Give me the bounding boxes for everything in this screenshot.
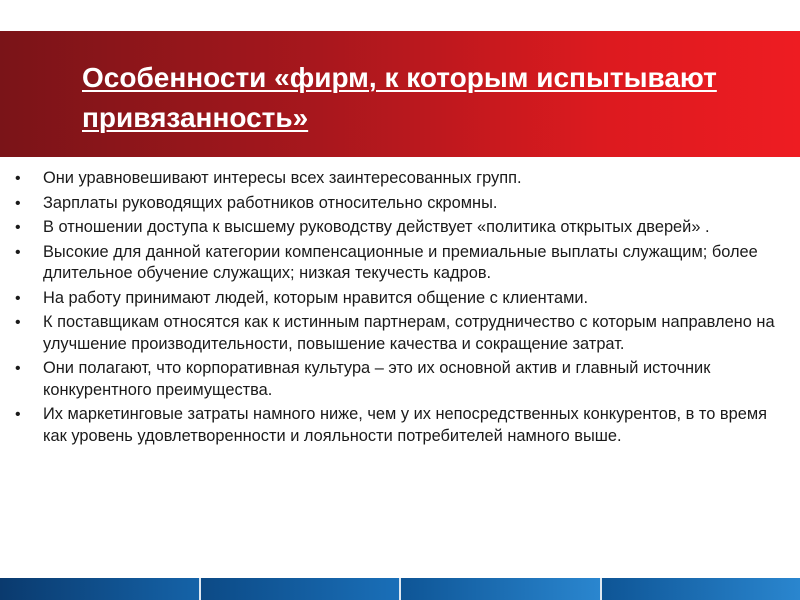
bullet-text: Они уравновешивают интересы всех заинтересованных групп. bbox=[43, 169, 522, 187]
bullet-item bbox=[14, 168, 784, 190]
bullet-dot: • bbox=[15, 243, 21, 261]
footer-segment bbox=[201, 578, 400, 600]
bullet-text: Их маркетинговые затраты намного ниже, чем у их непосредственных конкурентов, в то время как уровень удовлетворенности и лояльности потребителей намного выше. bbox=[43, 405, 767, 445]
footer-segment bbox=[0, 578, 199, 600]
bullet-dot: • bbox=[15, 289, 21, 307]
bullet-dot: • bbox=[15, 194, 21, 212]
footer-bar bbox=[0, 578, 800, 600]
bullet-text: Они полагают, что корпоративная культура – это их основной актив и главный источник конкурентного преимущества. bbox=[43, 359, 711, 399]
bullet-dot: • bbox=[15, 219, 21, 236]
bullet-dot: • bbox=[15, 406, 21, 423]
bullet-item bbox=[14, 288, 784, 310]
bullet-text: Зарплаты руководящих работников относительно скромны. bbox=[43, 193, 498, 212]
bullet-dot: • bbox=[15, 314, 21, 331]
bullet-dot: • bbox=[15, 360, 21, 377]
bullet-text: На работу принимают людей, которым нравится общение с клиентами. bbox=[43, 288, 589, 307]
bullet-item bbox=[14, 242, 784, 285]
footer-segment bbox=[602, 578, 800, 600]
bullet-text: В отношении доступа к высшему руководству действует «политика открытых дверей» . bbox=[43, 218, 710, 236]
slide-title: Особенности «фирм, к которым испытывают привязанность» bbox=[82, 62, 717, 133]
bullet-item bbox=[14, 217, 784, 239]
bullet-list bbox=[14, 168, 784, 450]
bullet-item bbox=[14, 358, 784, 401]
bullet-item bbox=[14, 312, 784, 355]
footer-segment bbox=[401, 578, 600, 600]
bullet-text: К поставщикам относятся как к истинным партнерам, сотрудничество с которым направлено на улучшение производительности, повышение качества и сокращение затрат. bbox=[43, 313, 775, 353]
bullet-dot: • bbox=[15, 170, 21, 187]
bullet-text: Высокие для данной категории компенсационные и премиальные выплаты служащим; более длительное обучение служащих; низкая текучесть кадров. bbox=[43, 242, 758, 282]
bullet-item bbox=[14, 404, 784, 447]
bullet-item bbox=[14, 193, 784, 215]
